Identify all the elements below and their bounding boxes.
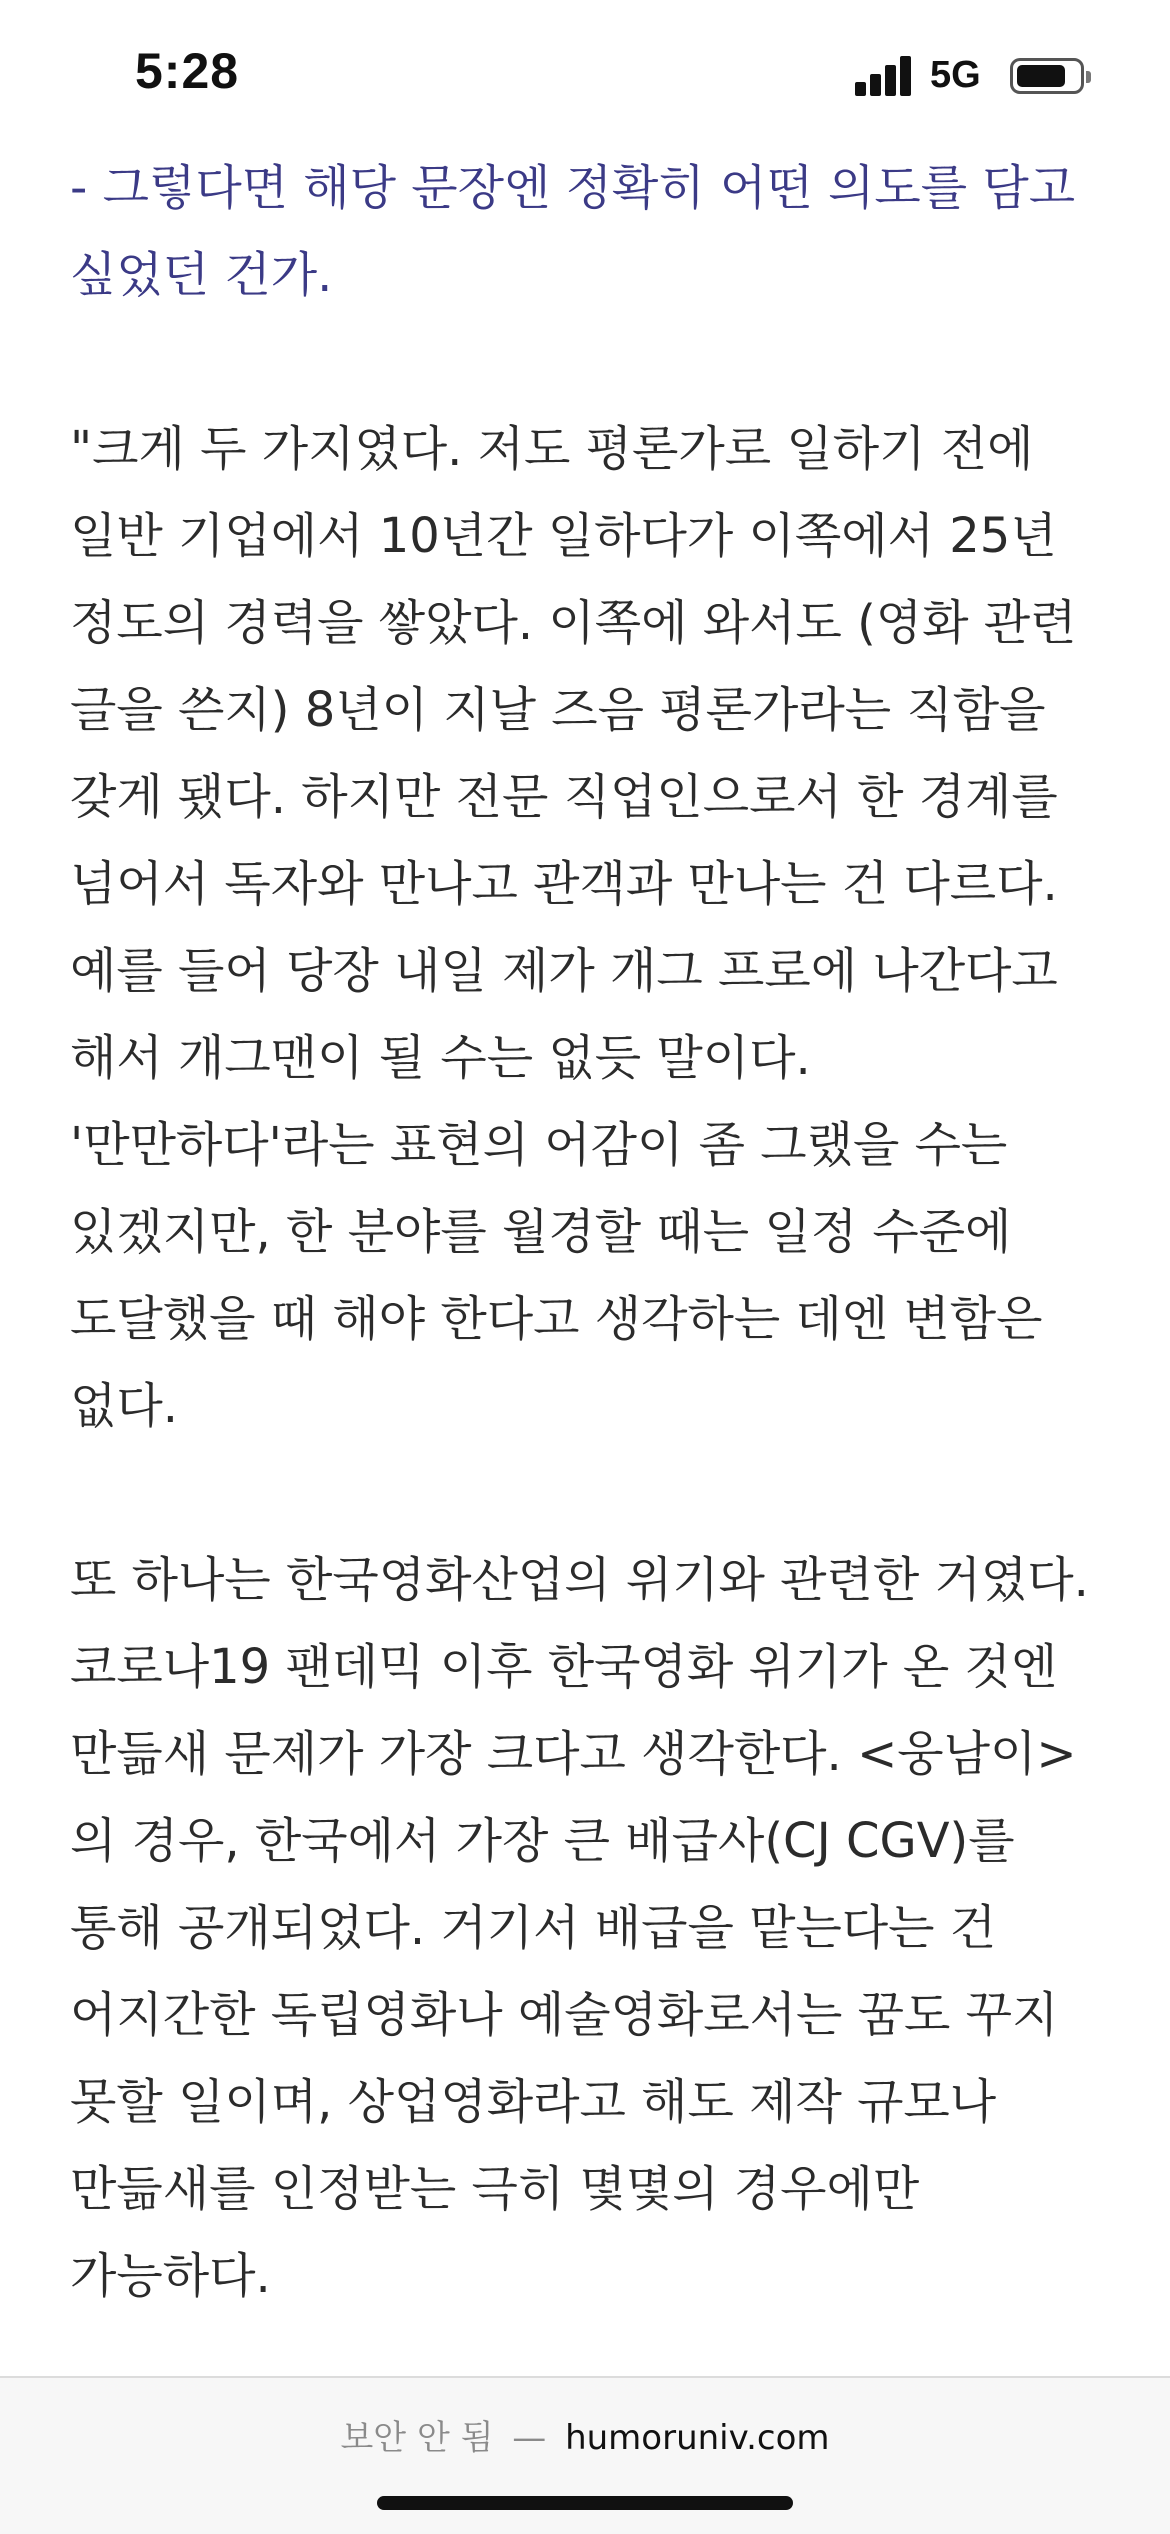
interview-question: - 그렇다면 해당 문장엔 정확히 어떤 의도를 담고 싶었던 건가.: [70, 160, 1076, 303]
address-bar[interactable]: [0, 2410, 1170, 2459]
battery-cap: [1086, 71, 1091, 83]
paragraph-gap: [70, 1450, 1110, 1537]
page-url[interactable]: humoruniv.com: [565, 2418, 830, 2458]
answer-paragraph-1: "크게 두 가지였다. 저도 평론가로 일하기 전에 일반 기업에서 10년간 일하다가 이쪽에서 25년 정도의 경력을 쌓았다. 이쪽에 와서도 (영화 관련 글을 쓴지) 8년이 지날 즈음 평론가라는 직함을 갖게 됐다. 하지만 전문 직업인으로서 한 경계를 넘어서 독자와 만나고 관객과 만나는 건 다르다. 예를 들어 당장 내일 제가 개그 프로에 나간다고 해서 개그맨이 될 수는 없듯 말이다. '만만하다'라는 표현의 어감이 좀 그랬을 수는 있겠지만, 한 분야를 월경할 때는 일정 수준에 도달했을 때 해야 한다고 생각하는 데엔 변함은 없다.: [70, 421, 1077, 1434]
status-time: 5:28: [135, 43, 240, 99]
security-status: 보안 안 됨: [340, 2418, 494, 2458]
battery-icon: [1010, 58, 1084, 94]
answer-paragraph-2: 또 하나는 한국영화산업의 위기와 관련한 거였다. 코로나19 팬데믹 이후 한국영화 위기가 온 것엔 만듦새 문제가 가장 크다고 생각한다. <웅남이>의 경우, 한국에서 가장 큰 배급사(CJ CGV)를 통해 공개되었다. 거기서 배급을 맡는다는 건 어지간한 독립영화나 예술영화로서는 꿈도 꾸지 못할 일이며, 상업영화라고 해도 제작 규모나 만듦새를 인정받는 극히 몇몇의 경우에만 가능하다.: [70, 1552, 1089, 2304]
browser-bottom-bar: [0, 2376, 1170, 2534]
url-separator: —: [512, 2418, 547, 2458]
paragraph-gap: [70, 319, 1110, 406]
cellular-signal-icon: [855, 56, 913, 96]
battery-fill: [1017, 65, 1065, 87]
home-indicator[interactable]: [377, 2496, 793, 2510]
article-content: [70, 145, 1110, 2320]
status-bar: [0, 0, 1170, 150]
network-type: 5G: [930, 54, 981, 96]
